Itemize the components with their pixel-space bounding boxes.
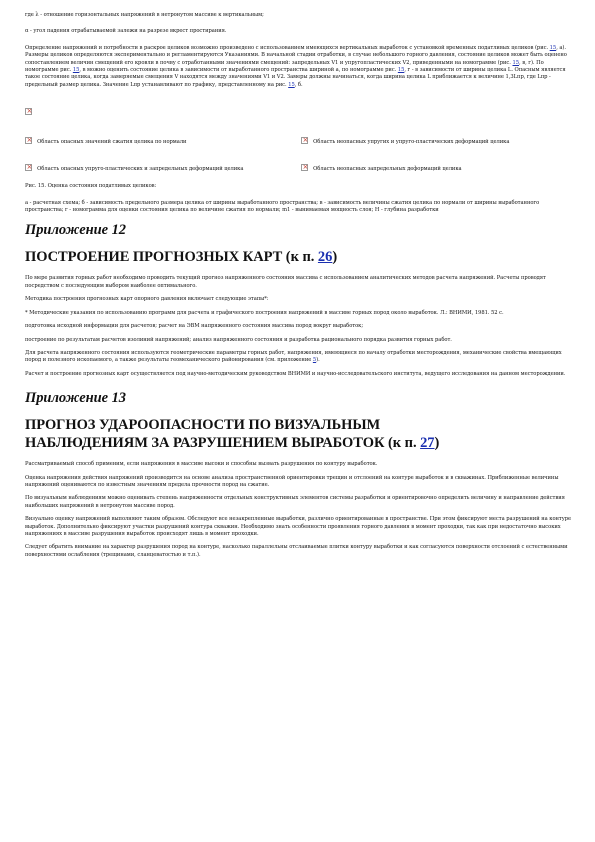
paragraph: α - угол падения отрабатываемой залежи на разрезе вкрест простирания. bbox=[25, 28, 227, 35]
text: , в, г). По номограмме рис. bbox=[25, 59, 544, 74]
paragraph: Методика построения прогнозных карт опорного давления включает следующие этапы*: bbox=[25, 296, 269, 303]
paragraph: Визуально оценку напряжений выполняют таким образом. Обследуют все незакрепленные выработки, различно ориентированные в пространстве. При этом фиксируют места разрушений на контуре выработок. Дополнительно фиксируют участки разрушений контура скважин. Необходимо знать особенности проявления горного давления в момент проходки, так как при недостаточно высоких напряжениях в массиве разрушения выработок происходят лишь в момент проходки. bbox=[25, 516, 572, 537]
document-page bbox=[25, 12, 573, 559]
heading-text: НАБЛЮДЕНИЯМ ЗА РАЗРУШЕНИЕМ ВЫРАБОТОК (к п. bbox=[25, 435, 417, 452]
paragraph: подготовка исходной информации для расчетов; расчет на ЭВМ напряженного состояния массива пород вокруг выработок; bbox=[25, 323, 364, 330]
paragraph: По визуальным наблюдениям можно оценивать степень напряженности отдельных конструктивных элементов системы разработки и ориентировочно определить величину и направление действия наибольших напряжений в нетронутом массиве пород. bbox=[25, 495, 565, 509]
legend-label: Область опасных значений сжатия целика по нормали bbox=[37, 139, 187, 146]
figure-link[interactable]: 15 bbox=[397, 67, 405, 74]
section-link[interactable]: 26 bbox=[317, 249, 333, 266]
legend-item bbox=[25, 155, 301, 174]
figure-link[interactable]: 15 bbox=[72, 67, 80, 74]
appendix-label: Приложение 13 bbox=[25, 390, 126, 407]
text: , б. bbox=[294, 81, 303, 88]
legend-item bbox=[25, 128, 301, 147]
text: Для расчета напряженного состояния используются геометрические параметры горных работ, напряжения, имеющиеся по началу отработки месторождения, механические свойства вмещающих пород и полезного ископаемого, а также результаты геомеханического районирования (см. приложение bbox=[25, 349, 562, 364]
figure-link[interactable]: 15 bbox=[549, 44, 557, 51]
figure-caption-description: а - расчетная схема; б - зависимость предельного размера целика от ширины выработанного пространства; в - зависимость величины сжатия целика по нормали от ширины выработанного пространства; г - номограмма для оценки состояния целика по величине сжатия по нормали; m1 - вынимаемая мощность слоя; H - глубина разработки bbox=[25, 199, 540, 214]
figure-caption-title: Рис. 15. Оценка состояния податливых целиков: bbox=[25, 183, 157, 190]
text: , г - в зависимости от ширины целика L. Опасным является такое состояние целика, когда замеряемые смещения V находятся между значениями V1 и V2. Замеры должны начинаться, когда ширина целика L приближается к величине 1,3Lпр, где Lпр - предельный размер целика. Значение Lпр устанавливают по графику, представленному на рис. bbox=[25, 67, 566, 88]
heading-text: ) bbox=[332, 249, 338, 266]
broken-image-icon bbox=[301, 164, 308, 171]
paragraph: Рассматриваемый способ применим, если напряжения в массиве высоки и способны вызвать разрушения по контуру выработок. bbox=[25, 461, 378, 468]
figure-link[interactable]: 15 bbox=[512, 59, 520, 66]
paragraph: Следует обратить внимание на характер разрушения пород на контуре, насколько параллельны отслаиваемые плитки контуру выработки и как согласуются поверхности отслоений с естественными поверхностями ослабления (трещинами, сланцеватостью и т.п.). bbox=[25, 544, 568, 558]
broken-image-icon bbox=[25, 164, 32, 171]
legend-label: Область неопасных запредельных деформаций целика bbox=[313, 166, 462, 173]
paragraph: Расчет и построение прогнозных карт осуществляется под научно-методическим руководством ВНИМИ и научно-исследовательского института, ведущего исследования на данном месторождении. bbox=[25, 370, 566, 377]
text: , а). Размеры целиков определяются экспериментально и регламентируются Указаниями. В начальной стадии отработки, в случае небольшого горного давления, состояние целиков может быть оценено сопоставлением величин смещений его кровли в почву с отработанными значениями смещений: запредельных V1 и упругопластических V2, приведенными на номограмме (рис. bbox=[25, 44, 567, 66]
paragraph: Оценка напряжения действия напряжений производится на основе анализа пространственной ориентировки трещин и отслоений на контуре выработок и в скважинах. Приближенные величины напряжений оцениваются по известным значениям предела прочности пород на сжатие. bbox=[25, 474, 559, 488]
broken-image-icon bbox=[301, 137, 308, 144]
figure-image bbox=[25, 99, 573, 118]
heading-text: ПОСТРОЕНИЕ ПРОГНОЗНЫХ КАРТ (к п. bbox=[25, 249, 315, 266]
legend-label: Область опасных упруго-пластических и запредельных деформаций целика bbox=[37, 166, 244, 173]
footnote: * Методические указания по использованию программ для расчета и графического построения напряжений в массиве горных пород около выработок. Л.: ВНИМИ, 1981. 52 с. bbox=[25, 309, 504, 316]
appendix-link[interactable]: 5 bbox=[312, 357, 317, 364]
paragraph: где λ - отношение горизонтальных напряжений в нетронутом массиве к вертикальным; bbox=[25, 12, 264, 18]
text: , в можно оценить состояние целика в зависимости от выработанного пространства шириной а, по номограмме рис. bbox=[79, 67, 397, 74]
paragraph: построение по результатам расчетов изолиний напряжений; анализ напряженного состояния и разработка рационального порядка развития горных работ. bbox=[25, 336, 452, 343]
paragraph bbox=[25, 45, 573, 89]
section-link[interactable]: 27 bbox=[420, 435, 435, 452]
figure-legend bbox=[25, 128, 573, 174]
section-heading bbox=[25, 248, 573, 266]
paragraph bbox=[25, 350, 573, 365]
figure-link[interactable]: 15 bbox=[288, 81, 295, 88]
appendix-label: Приложение 12 bbox=[25, 222, 126, 239]
text: ). bbox=[316, 357, 320, 364]
text: Определение напряжений и потребности в раскрое целиков возможно произведено с использованием имеющихся вертикальных выработок с установкой временных податливых целиков (рис. bbox=[25, 44, 549, 51]
legend-item bbox=[301, 155, 573, 174]
broken-image-icon bbox=[25, 108, 32, 115]
paragraph: По мере развития горных работ необходимо проводить текущий прогноз напряженного состояния массива с использованием аналитических методов расчета напряжений. Расчеты проводят посредством с последующим выбором наиболее оптимального. bbox=[25, 275, 546, 289]
legend-label: Область неопасных упругих и упруго-пластических деформаций целика bbox=[313, 139, 510, 146]
section-heading bbox=[25, 416, 573, 452]
legend-item bbox=[301, 128, 573, 147]
broken-image-icon bbox=[25, 137, 32, 144]
heading-text: ПРОГНОЗ УДАРООПАСНОСТИ ПО ВИЗУАЛЬНЫМ bbox=[25, 417, 381, 434]
heading-text: ) bbox=[434, 435, 440, 452]
